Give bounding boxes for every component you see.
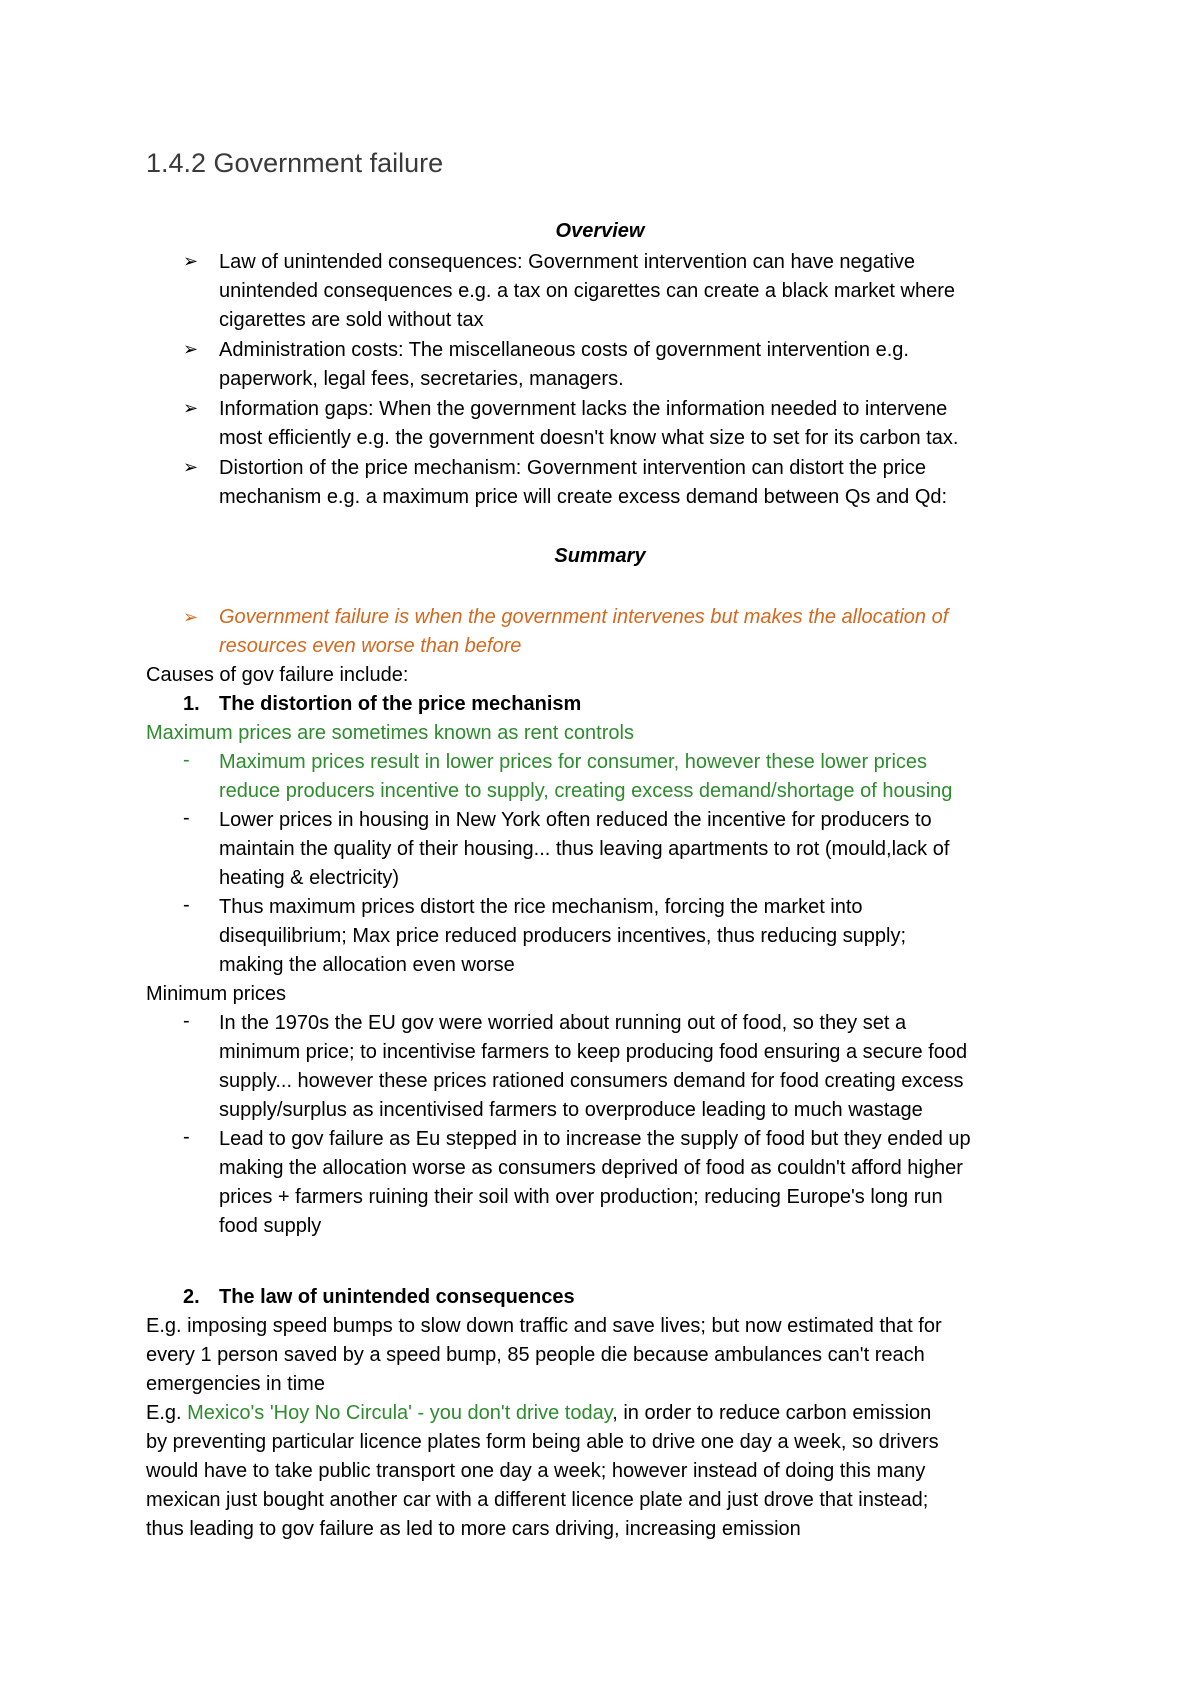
min-prices-intro: Minimum prices bbox=[146, 983, 287, 1005]
example-line: would have to take public transport one day a week; however instead of doing this many bbox=[146, 1460, 926, 1482]
summary-highlight-line: resources even worse than before bbox=[219, 635, 522, 657]
max-prices-intro: Maximum prices are sometimes known as rent controls bbox=[146, 722, 634, 744]
overview-item-line: Information gaps: When the government lacks the information needed to intervene bbox=[219, 398, 948, 420]
arrow-bullet-icon: ➢ bbox=[183, 251, 199, 271]
arrow-bullet-icon: ➢ bbox=[183, 607, 199, 627]
overview-item-line: most efficiently e.g. the government doesn't know what size to set for its carbon tax. bbox=[219, 427, 959, 449]
dash-bullet-icon: - bbox=[183, 807, 190, 829]
list-item-line: In the 1970s the EU gov were worried about running out of food, so they set a bbox=[219, 1012, 907, 1034]
list-item-line: Maximum prices result in lower prices for consumer, however these lower prices bbox=[219, 751, 928, 773]
overview-item-line: paperwork, legal fees, secretaries, managers. bbox=[219, 368, 624, 390]
list-item-line: food supply bbox=[219, 1215, 322, 1237]
list-item-line: prices + farmers ruining their soil with over production; reducing Europe's long run bbox=[219, 1186, 943, 1208]
list-item-line: minimum price; to incentivise farmers to keep producing food ensuring a secure food bbox=[219, 1041, 968, 1063]
overview-item-line: Law of unintended consequences: Government intervention can have negative bbox=[219, 251, 916, 273]
overview-item-line: Distortion of the price mechanism: Government intervention can distort the price bbox=[219, 457, 926, 479]
example-line: emergencies in time bbox=[146, 1373, 325, 1395]
arrow-bullet-icon: ➢ bbox=[183, 339, 199, 359]
page-title: 1.4.2 Government failure bbox=[146, 148, 444, 178]
arrow-bullet-icon: ➢ bbox=[183, 398, 199, 418]
dash-bullet-icon: - bbox=[183, 1126, 190, 1148]
list-item-line: reduce producers incentive to supply, creating excess demand/shortage of housing bbox=[219, 780, 953, 802]
example-line: E.g. imposing speed bumps to slow down traffic and save lives; but now estimated that for bbox=[146, 1315, 942, 1337]
example-prefix: E.g. bbox=[146, 1402, 188, 1424]
dash-bullet-icon: - bbox=[183, 894, 190, 916]
list-item-line: supply... however these prices rationed consumers demand for food creating excess bbox=[219, 1070, 964, 1092]
dash-bullet-icon: - bbox=[183, 1010, 190, 1032]
summary-heading: Summary bbox=[554, 545, 646, 567]
overview-item-line: cigarettes are sold without tax bbox=[219, 309, 484, 331]
overview-item-line: Administration costs: The miscellaneous costs of government intervention e.g. bbox=[219, 339, 909, 361]
list-item-line: disequilibrium; Max price reduced producers incentives, thus reducing supply; bbox=[219, 925, 907, 947]
cause1-title: The distortion of the price mechanism bbox=[219, 693, 582, 715]
list-item-line: supply/surplus as incentivised farmers to overproduce leading to much wastage bbox=[219, 1099, 923, 1121]
dash-bullet-icon: - bbox=[183, 749, 190, 771]
cause2-number: 2. bbox=[183, 1286, 200, 1308]
example-line: every 1 person saved by a speed bump, 85 people die because ambulances can't reach bbox=[146, 1344, 925, 1366]
overview-item-line: unintended consequences e.g. a tax on cigarettes can create a black market where bbox=[219, 280, 956, 302]
list-item-line: making the allocation even worse bbox=[219, 954, 515, 976]
overview-heading: Overview bbox=[555, 220, 645, 242]
cause2-title: The law of unintended consequences bbox=[219, 1286, 575, 1308]
overview-item-line: mechanism e.g. a maximum price will create excess demand between Qs and Qd: bbox=[219, 486, 948, 508]
list-item-line: making the allocation worse as consumers deprived of food as couldn't afford higher bbox=[219, 1157, 963, 1179]
arrow-bullet-icon: ➢ bbox=[183, 457, 199, 477]
causes-intro: Causes of gov failure include: bbox=[146, 664, 409, 686]
example-highlight: Mexico's 'Hoy No Circula' - you don't drive today bbox=[187, 1402, 613, 1424]
list-item-line: maintain the quality of their housing... thus leaving apartments to rot (mould,lack of bbox=[219, 838, 950, 860]
summary-highlight-line: Government failure is when the government intervenes but makes the allocation of bbox=[219, 606, 949, 628]
list-item-line: heating & electricity) bbox=[219, 867, 400, 889]
example-line: mexican just bought another car with a different licence plate and just drove that instead; bbox=[146, 1489, 929, 1511]
example-line bbox=[146, 1399, 931, 1428]
list-item-line: Lead to gov failure as Eu stepped in to increase the supply of food but they ended up bbox=[219, 1128, 971, 1150]
list-item-line: Lower prices in housing in New York often reduced the incentive for producers to bbox=[219, 809, 932, 831]
example-line: thus leading to gov failure as led to more cars driving, increasing emission bbox=[146, 1518, 801, 1540]
cause1-number: 1. bbox=[183, 693, 200, 715]
example-line: by preventing particular licence plates form being able to drive one day a week, so drivers bbox=[146, 1431, 939, 1453]
example-rest: , in order to reduce carbon emission bbox=[612, 1402, 932, 1424]
list-item-line: Thus maximum prices distort the rice mechanism, forcing the market into bbox=[219, 896, 863, 918]
